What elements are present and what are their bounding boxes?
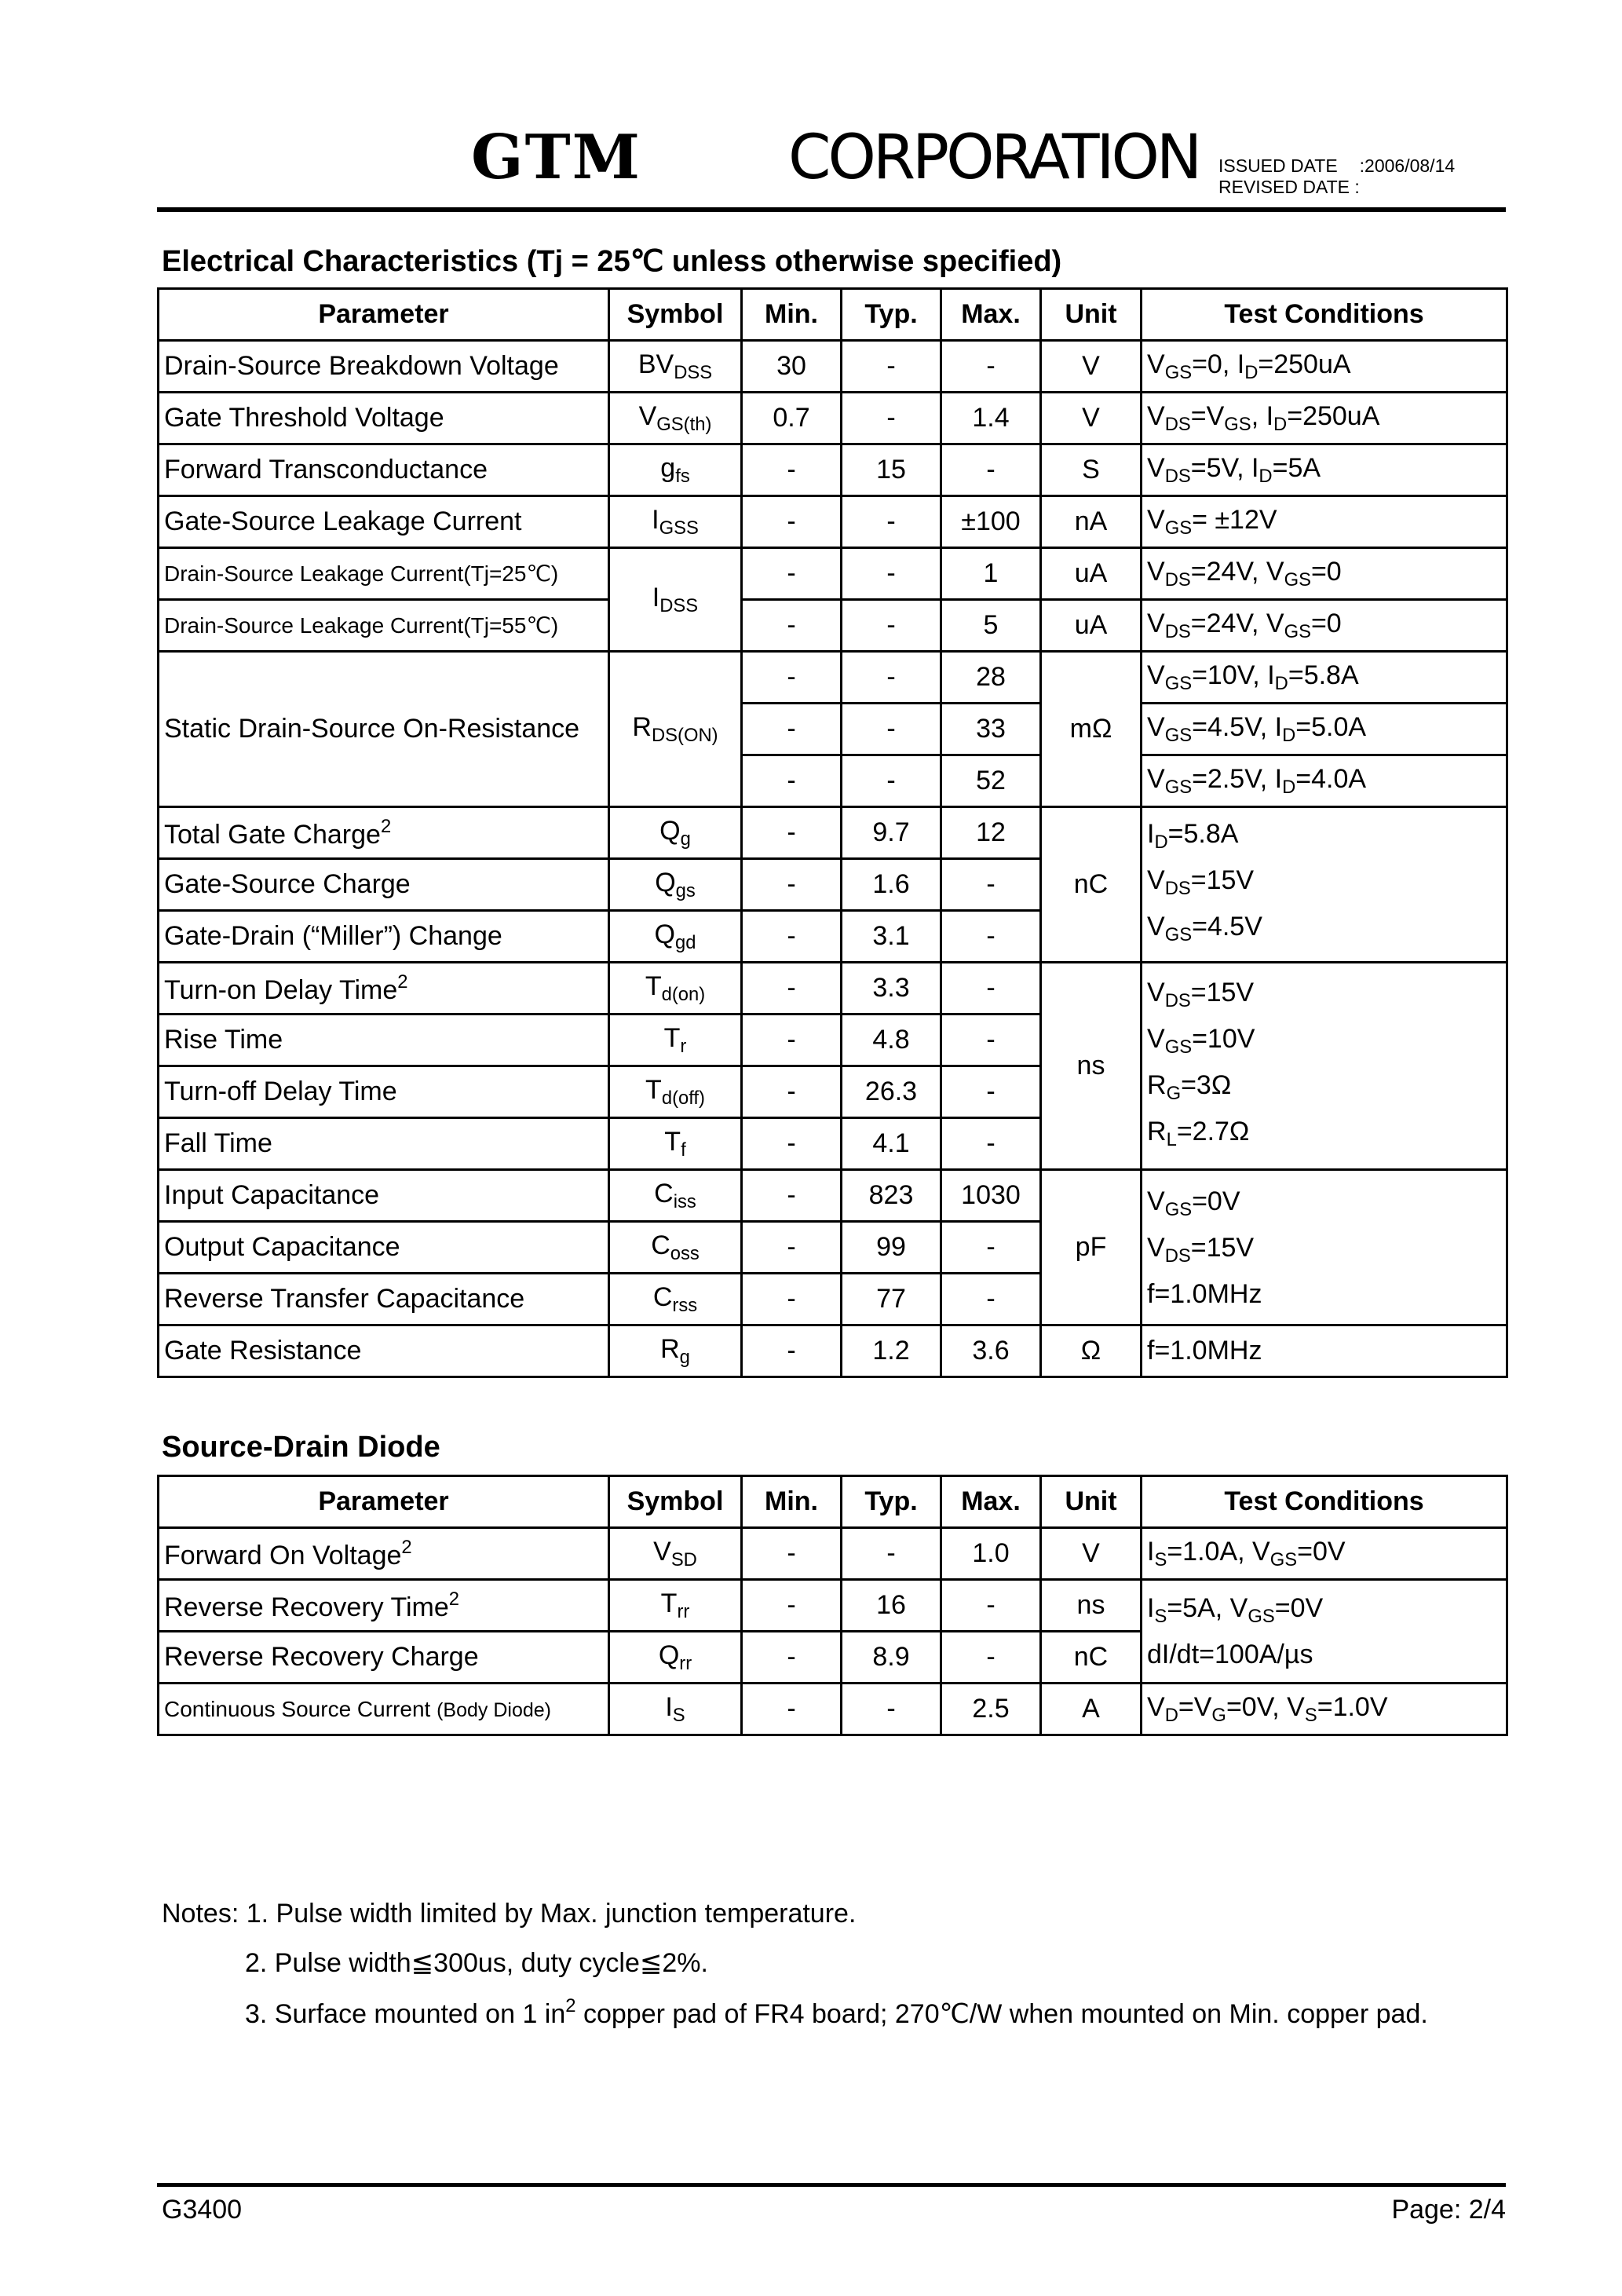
table-row — [159, 444, 1507, 496]
source-drain-diode-table — [157, 1475, 1508, 1736]
symbol-cell: $T_{d(on)}$ — [609, 963, 742, 1015]
unit-cell: V — [1041, 393, 1142, 444]
header-unit: Unit — [1041, 1476, 1142, 1528]
symbol-cell: $C_{rss}$ — [609, 1274, 742, 1325]
min-cell: - — [742, 1274, 842, 1325]
header-test-conditions: Test Conditions — [1142, 1476, 1507, 1528]
min-cell: - — [742, 1580, 842, 1632]
typ-cell: - — [842, 1528, 941, 1580]
condition-cell: $I_S=5A$, $V_{GS}=0V$ dI/dt=100A/µs — [1142, 1580, 1507, 1684]
unit-cell: uA — [1041, 548, 1142, 600]
note-3: 3. Surface mounted on 1 $in^2$ copper pad of FR4 board; 270℃/W when mounted on Min. copper pad. — [245, 1995, 1428, 2029]
max-cell: 52 — [941, 755, 1041, 807]
header-parameter: Parameter — [159, 289, 609, 341]
min-cell: - — [742, 859, 842, 911]
typ-cell: 1.6 — [842, 859, 941, 911]
typ-cell: 3.1 — [842, 911, 941, 963]
min-cell: 0.7 — [742, 393, 842, 444]
symbol-cell: $Q_{gs}$ — [609, 859, 742, 911]
max-cell: 1 — [941, 548, 1041, 600]
unit-cell: ns — [1041, 1580, 1142, 1632]
max-cell: - — [941, 1015, 1041, 1066]
min-cell: - — [742, 444, 842, 496]
max-cell: 1.4 — [941, 393, 1041, 444]
min-cell: - — [742, 600, 842, 652]
min-cell: - — [742, 1325, 842, 1377]
symbol-cell: $g_{fs}$ — [609, 444, 742, 496]
min-cell: - — [742, 1528, 842, 1580]
condition-cell: $V_D=V_G=0V$, $V_S=1.0V$ — [1142, 1684, 1507, 1735]
param-cell: Gate Resistance — [159, 1325, 609, 1377]
param-cell: Input Capacitance — [159, 1170, 609, 1222]
min-cell: - — [742, 1015, 842, 1066]
max-cell: - — [941, 859, 1041, 911]
typ-cell: 8.9 — [842, 1632, 941, 1684]
param-cell: Total Gate Charge$^2$ — [159, 807, 609, 859]
symbol-cell: $T_{d(off)}$ — [609, 1066, 742, 1118]
condition-cell: $V_{GS}=10V$, $I_D=5.8A$ — [1142, 652, 1507, 704]
param-cell: Drain-Source Leakage Current(Tj=55℃) — [159, 600, 609, 652]
symbol-cell: $T_f$ — [609, 1118, 742, 1170]
symbol-cell: $I_{GSS}$ — [609, 496, 742, 548]
header-min: Min. — [742, 1476, 842, 1528]
max-cell: - — [941, 341, 1041, 393]
symbol-cell: $V_{GS(th)}$ — [609, 393, 742, 444]
max-cell: - — [941, 1222, 1041, 1274]
condition-cell: $V_{DS}=24V$, $V_{GS}=0$ — [1142, 600, 1507, 652]
typ-cell: - — [842, 1684, 941, 1735]
param-cell: Reverse Transfer Capacitance — [159, 1274, 609, 1325]
condition-cell: $V_{GS}=2.5V$, $I_D=4.0A$ — [1142, 755, 1507, 807]
issued-date-label: ISSUED DATE — [1218, 155, 1338, 176]
symbol-cell: $Q_{gd}$ — [609, 911, 742, 963]
max-cell: - — [941, 1580, 1041, 1632]
param-cell: Output Capacitance — [159, 1222, 609, 1274]
typ-cell: - — [842, 704, 941, 755]
max-cell: - — [941, 1066, 1041, 1118]
typ-cell: - — [842, 755, 941, 807]
min-cell: - — [742, 496, 842, 548]
max-cell: 2.5 — [941, 1684, 1041, 1735]
table-header-row — [159, 289, 1507, 341]
note-1: Notes: 1. Pulse width limited by Max. junction temperature. — [162, 1899, 857, 1929]
symbol-cell: $BV_{DSS}$ — [609, 341, 742, 393]
table-row — [159, 1170, 1507, 1222]
param-cell: Reverse Recovery Charge — [159, 1632, 609, 1684]
typ-cell: - — [842, 496, 941, 548]
typ-cell: - — [842, 652, 941, 704]
param-cell: Drain-Source Breakdown Voltage — [159, 341, 609, 393]
page-number: Page: 2/4 — [1391, 2195, 1506, 2225]
param-cell: Reverse Recovery Time$^2$ — [159, 1580, 609, 1632]
unit-cell: ns — [1041, 963, 1142, 1170]
typ-cell: 77 — [842, 1274, 941, 1325]
header-unit: Unit — [1041, 289, 1142, 341]
condition-cell: $V_{DS}=15V$ $V_{GS}=10V$ $R_G=3\Omega$ $R_L=2.7\Omega$ — [1142, 963, 1507, 1170]
table-row — [159, 807, 1507, 859]
condition-cell: $V_{GS}=0$, $I_D=250uA$ — [1142, 341, 1507, 393]
condition-cell: f=1.0MHz — [1142, 1325, 1507, 1377]
company-name: CORPORATION — [788, 122, 1200, 193]
part-number: G3400 — [162, 2195, 243, 2225]
param-cell: Fall Time — [159, 1118, 609, 1170]
max-cell: - — [941, 1632, 1041, 1684]
table-row — [159, 963, 1507, 1015]
electrical-characteristics-title: Electrical Characteristics (Tj = 25℃ unless otherwise specified) — [162, 245, 1062, 278]
header-parameter: Parameter — [159, 1476, 609, 1528]
typ-cell: - — [842, 393, 941, 444]
issued-date-value: :2006/08/14 — [1359, 155, 1456, 176]
header-max: Max. — [941, 289, 1041, 341]
max-cell: 1030 — [941, 1170, 1041, 1222]
company-logo: GTM — [471, 122, 641, 193]
param-cell: Turn-on Delay Time$^2$ — [159, 963, 609, 1015]
typ-cell: - — [842, 600, 941, 652]
header-divider — [157, 207, 1506, 212]
typ-cell: 9.7 — [842, 807, 941, 859]
table-header-row — [159, 1476, 1507, 1528]
min-cell: - — [742, 911, 842, 963]
min-cell: - — [742, 807, 842, 859]
symbol-cell: $I_S$ — [609, 1684, 742, 1735]
param-cell: Gate Threshold Voltage — [159, 393, 609, 444]
symbol-cell: $R_{DS(ON)}$ — [609, 652, 742, 807]
typ-cell: 1.2 — [842, 1325, 941, 1377]
unit-cell: pF — [1041, 1170, 1142, 1325]
param-cell: Continuous Source Current (Body Diode) — [159, 1684, 609, 1735]
param-cell: Gate-Source Charge — [159, 859, 609, 911]
unit-cell: nA — [1041, 496, 1142, 548]
symbol-cell: $Q_g$ — [609, 807, 742, 859]
symbol-cell: $T_r$ — [609, 1015, 742, 1066]
param-cell: Forward On Voltage$^2$ — [159, 1528, 609, 1580]
condition-cell: $V_{GS}=4.5V$, $I_D=5.0A$ — [1142, 704, 1507, 755]
max-cell: - — [941, 1274, 1041, 1325]
condition-cell: $V_{GS}= \pm 12V$ — [1142, 496, 1507, 548]
max-cell: 12 — [941, 807, 1041, 859]
table-row — [159, 341, 1507, 393]
unit-cell: A — [1041, 1684, 1142, 1735]
param-cell: Gate-Source Leakage Current — [159, 496, 609, 548]
condition-cell: $I_D=5.8A$ $V_{DS}=15V$ $V_{GS}=4.5V$ — [1142, 807, 1507, 963]
condition-cell: $V_{DS}=5V$, $I_D=5A$ — [1142, 444, 1507, 496]
max-cell: - — [941, 1118, 1041, 1170]
header-min: Min. — [742, 289, 842, 341]
table-row — [159, 393, 1507, 444]
unit-cell: Ω — [1041, 1325, 1142, 1377]
header-symbol: Symbol — [609, 1476, 742, 1528]
max-cell: 3.6 — [941, 1325, 1041, 1377]
header-typ: Typ. — [842, 289, 941, 341]
param-cell: Rise Time — [159, 1015, 609, 1066]
max-cell: - — [941, 444, 1041, 496]
min-cell: - — [742, 1170, 842, 1222]
min-cell: - — [742, 1066, 842, 1118]
revised-date-label: REVISED DATE : — [1218, 177, 1360, 197]
min-cell: - — [742, 1118, 842, 1170]
symbol-cell: $V_{SD}$ — [609, 1528, 742, 1580]
electrical-characteristics-table — [157, 287, 1508, 1378]
min-cell: - — [742, 704, 842, 755]
max-cell: - — [941, 911, 1041, 963]
unit-cell: uA — [1041, 600, 1142, 652]
max-cell: ±100 — [941, 496, 1041, 548]
param-cell: Gate-Drain (“Miller”) Change — [159, 911, 609, 963]
min-cell: - — [742, 652, 842, 704]
unit-cell: nC — [1041, 1632, 1142, 1684]
max-cell: 5 — [941, 600, 1041, 652]
typ-cell: 4.1 — [842, 1118, 941, 1170]
footer-divider — [157, 2183, 1506, 2187]
source-drain-diode-title: Source-Drain Diode — [162, 1431, 440, 1464]
min-cell: - — [742, 1632, 842, 1684]
typ-cell: 3.3 — [842, 963, 941, 1015]
typ-cell: - — [842, 548, 941, 600]
typ-cell: 26.3 — [842, 1066, 941, 1118]
min-cell: - — [742, 548, 842, 600]
condition-cell: $V_{DS}=24V$, $V_{GS}=0$ — [1142, 548, 1507, 600]
min-cell: - — [742, 1222, 842, 1274]
typ-cell: 15 — [842, 444, 941, 496]
table-row — [159, 1528, 1507, 1580]
typ-cell: 16 — [842, 1580, 941, 1632]
symbol-cell: $C_{iss}$ — [609, 1170, 742, 1222]
typ-cell: - — [842, 341, 941, 393]
unit-cell: V — [1041, 1528, 1142, 1580]
typ-cell: 823 — [842, 1170, 941, 1222]
note-2: 2. Pulse width≦300us, duty cycle≦2%. — [245, 1948, 708, 1978]
min-cell: - — [742, 1684, 842, 1735]
header-max: Max. — [941, 1476, 1041, 1528]
table-row — [159, 496, 1507, 548]
max-cell: 28 — [941, 652, 1041, 704]
min-cell: - — [742, 963, 842, 1015]
symbol-cell: $T_{rr}$ — [609, 1580, 742, 1632]
table-row — [159, 1684, 1507, 1735]
symbol-cell: $R_g$ — [609, 1325, 742, 1377]
symbol-cell: $C_{oss}$ — [609, 1222, 742, 1274]
header-symbol: Symbol — [609, 289, 742, 341]
typ-cell: 99 — [842, 1222, 941, 1274]
symbol-cell: $Q_{rr}$ — [609, 1632, 742, 1684]
max-cell: 33 — [941, 704, 1041, 755]
header-typ: Typ. — [842, 1476, 941, 1528]
max-cell: - — [941, 963, 1041, 1015]
header-test-conditions: Test Conditions — [1142, 289, 1507, 341]
min-cell: - — [742, 755, 842, 807]
table-row — [159, 600, 1507, 652]
min-cell: 30 — [742, 341, 842, 393]
param-cell: Static Drain-Source On-Resistance — [159, 652, 609, 807]
param-cell: Turn-off Delay Time — [159, 1066, 609, 1118]
table-row — [159, 1325, 1507, 1377]
issue-dates — [1218, 155, 1455, 198]
table-row — [159, 548, 1507, 600]
unit-cell: V — [1041, 341, 1142, 393]
condition-cell: $I_S=1.0A$, $V_{GS}=0V$ — [1142, 1528, 1507, 1580]
typ-cell: 4.8 — [842, 1015, 941, 1066]
unit-cell: mΩ — [1041, 652, 1142, 807]
symbol-cell: $I_{DSS}$ — [609, 548, 742, 652]
condition-cell: $V_{DS}=V_{GS}$, $I_D=250uA$ — [1142, 393, 1507, 444]
max-cell: 1.0 — [941, 1528, 1041, 1580]
table-row — [159, 652, 1507, 704]
param-cell: Forward Transconductance — [159, 444, 609, 496]
param-cell: Drain-Source Leakage Current(Tj=25℃) — [159, 548, 609, 600]
unit-cell: S — [1041, 444, 1142, 496]
unit-cell: nC — [1041, 807, 1142, 963]
condition-cell: $V_{GS}=0V$ $V_{DS}=15V$ f=1.0MHz — [1142, 1170, 1507, 1325]
table-row — [159, 1580, 1507, 1632]
